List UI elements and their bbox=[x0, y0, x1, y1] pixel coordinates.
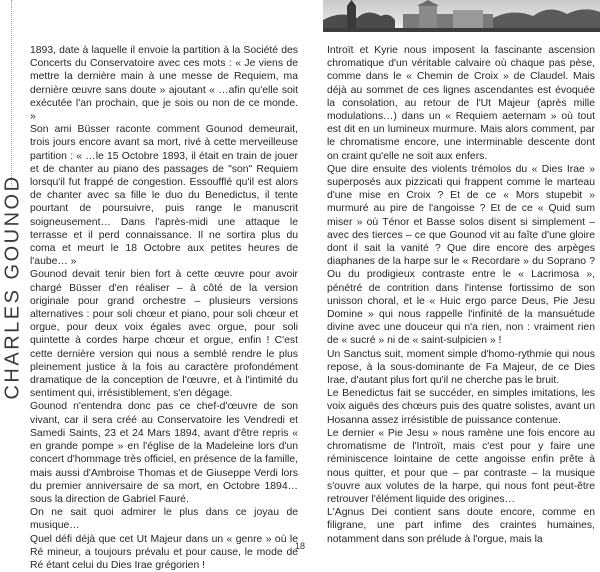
paragraph: Quel défi déjà que cet Ut Majeur dans un « genre » où le Ré mineur, a toujours prévalu et pour cause, le mode de Ré étant celui du Dies Irae grégorien ! bbox=[30, 533, 298, 571]
paragraph: Son ami Büsser raconte comment Gounod demeurait, trois jours encore avant sa mort, rivé à cette merveilleuse partition : « …le 15 Octobre 1893, il était en train de jouer et de chanter au piano des passages de "son" Requiem lorsqu'il fut frappé de congestion. Essoufflé qu'il est alors de chanter avec sa fille le duo du Benedictus, il tente pourtant de poursuivre, puis range le manuscrit soigneusement… Dans l'après-midi une attaque le terrasse et il perd connaissance. Il ne sortira plus du coma et meurt le 18 Octobre aux petites heures de l'aube… » bbox=[30, 124, 298, 268]
paragraph: Que dire ensuite des violents trémolos du « Dies Irae » superposés aux pizzicati qui frappent comme le marteau d'une mise en Croix ? Et de ce « Mors stupebit » murmuré au pire de l'angoisse ? Et de ce « Quid sum miser » où Ténor et Basse solos disent si simplement – avec des tierces – ce que Gounod vit au faîte d'une gloire dont il sait la vanité ? Que dire encore des arpèges diaphanes de la harpe sur le « Recordare » du Soprano ? Ou du prodigieux contraste entre le « Lacrimosa », pénétré de contrition dans l'intense fortissimo de son unisson choral, et le « Huic ergo parce Deus, Pie Jesu Domine » qui nous rappelle l'infinité de la mansuétude divine avec une douceur qui n'a rien, non : vraiment rien de « sucré » ni de « saint-sulpicien » ! bbox=[327, 163, 595, 347]
dotted-divider bbox=[11, 0, 12, 186]
paragraph: 1893, date à laquelle il envoie la partition à la Société des Concerts du Conservatoire avec ces mots : « Je viens de mettre la dernière main à une messe de Requiem, ma dernière œuvre sans doute » ajoutant « …afin qu'elle soit exécutée l'an prochain, que je sois ou non de ce monde. » bbox=[30, 45, 298, 123]
side-title-text: CHARLES GOUNOD bbox=[1, 174, 24, 400]
church-photo bbox=[323, 0, 600, 32]
page-number: 18 bbox=[294, 541, 305, 551]
paragraph: Gounod n'entendra donc pas ce chef-d'œuvre de son vivant, car il sera créé au Conservatoire les Vendredi et Samedi Saints, 23 et 24 Mars 1894, avant d'être repris « en grande pompe » en l'église de la Madeleine lors d'un concert d'hommage très officiel, en présence de la famille, mais aussi d'Ambroise Thomas et de Giuseppe Verdi lors du premier anniversaire de sa mort, en Octobre 1894… sous la direction de Gabriel Fauré. bbox=[30, 401, 298, 505]
church-photo-icon bbox=[323, 0, 600, 32]
right-column bbox=[327, 44, 595, 546]
paragraph: Le Benedictus fait se succéder, en simples imitations, les voix aiguës des chœurs puis des quatre solistes, avant un Hosanna assez irrésistible de puissance contenue. bbox=[327, 388, 595, 426]
paragraph: L'Agnus Dei contient sans doute encore, comme en filigrane, une part infime des craintes humaines, notamment dans son prélude à l'orgue, mais la bbox=[327, 507, 595, 545]
side-title bbox=[0, 174, 26, 400]
paragraph: Le dernier « Pie Jesu » nous ramène une fois encore au chromatisme de l'Introït, mais c'est pour y faire une réminiscence lointaine de cette angoisse enfin prête à nous quitter, et pour que – par contraste – la musique s'ouvre aux volutes de la harpe, qui nous font peut-être retrouver l'élément liquide des origines… bbox=[327, 427, 595, 505]
left-column bbox=[30, 44, 298, 572]
paragraph: Un Sanctus suit, moment simple d'homo-rythmie qui nous repose, à la sous-dominante de Fa Majeur, de ce Dies Irae, d'autant plus fort qu'il ne cherche pas le bruit. bbox=[327, 348, 595, 387]
paragraph: On ne sait quoi admirer le plus dans ce joyau de musique… bbox=[30, 507, 298, 532]
paragraph: Gounod devait tenir bien fort à cette œuvre pour avoir chargé Büsser d'en réaliser – à côté de la version originale pour grand orchestre – plusieurs versions alternatives : pour soli chœur et piano, pour soli chœur et orgue, pour deux voix égales avec orgue, pour soli quintette à cordes harpe chœur et orgue, enfin ! C'est cette dernière version qui nous a semblé rendre le plus pleinement justice à la fois au caractère profondément dramatique de la conception de l'œuvre, et à l'intimité du sentiment qui, irrésistiblement, s'en dégage. bbox=[30, 269, 298, 400]
paragraph: Introït et Kyrie nous imposent la fascinante ascension chromatique d'un véritable calvaire où chaque pas pèse, comme dans le « Chemin de Croix » de Claudel. Mais déjà au sommet de ces lignes ascendantes est évoquée la consolation, au retour de l'Ut Majeur (après mille modulations…) dans un « Requiem aeternam » où tout est dit en un lumineux murmure. Mais alors comment, par le chromatisme encore, une interminable descente dont on craint qu'elle ne soit aux enfers. bbox=[327, 45, 595, 162]
